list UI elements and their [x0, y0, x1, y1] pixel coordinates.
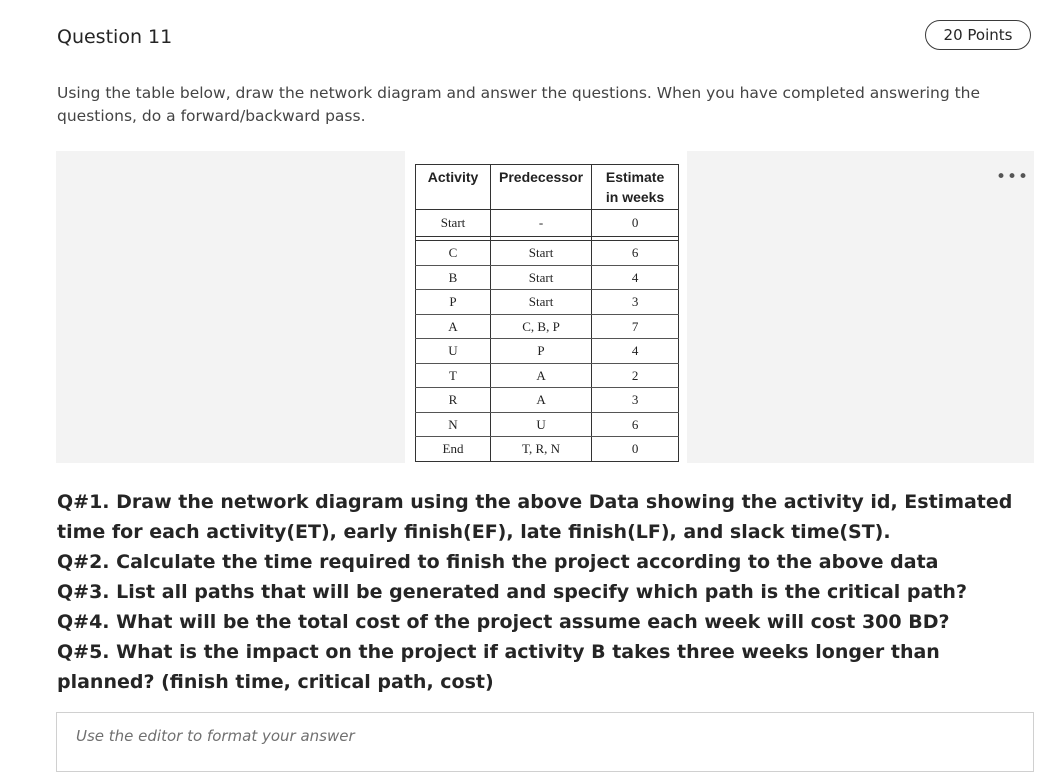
- cell-predecessor: C, B, P: [491, 314, 592, 339]
- cell-activity: T: [416, 363, 491, 388]
- header-predecessor: Predecessor: [491, 165, 592, 210]
- question-item: Q#2. Calculate the time required to finish the project according to the above data: [57, 551, 939, 573]
- table-row: [416, 290, 679, 315]
- header-estimate: Estimate in weeks: [592, 165, 679, 210]
- cell-estimate: 3: [592, 290, 679, 315]
- editor-placeholder: Use the editor to format your answer: [76, 727, 355, 745]
- cell-estimate: 7: [592, 314, 679, 339]
- cell-estimate: 6: [592, 241, 679, 266]
- cell-predecessor: A: [491, 363, 592, 388]
- cell-activity: P: [416, 290, 491, 315]
- table-row: [416, 314, 679, 339]
- cell-estimate: 6: [592, 412, 679, 437]
- cell-predecessor: A: [491, 388, 592, 413]
- questions-list: [57, 487, 1032, 697]
- table-row: [416, 339, 679, 364]
- cell-activity: R: [416, 388, 491, 413]
- question-item: Q#1. Draw the network diagram using the above Data showing the activity id, Estimated time for each activity(ET), early finish(EF), late finish(LF), and slack time(ST).: [57, 491, 1013, 543]
- table-row: [416, 388, 679, 413]
- question-item: Q#4. What will be the total cost of the project assume each week will cost 300 BD?: [57, 611, 950, 633]
- cell-estimate: 0: [592, 210, 679, 237]
- table-row: [416, 265, 679, 290]
- cell-predecessor: Start: [491, 290, 592, 315]
- table-row: [416, 241, 679, 266]
- cell-estimate: 3: [592, 388, 679, 413]
- question-title: Question 11: [57, 26, 173, 48]
- image-background-right: [687, 151, 1034, 463]
- table-row-start: [416, 210, 679, 237]
- cell-estimate: 4: [592, 265, 679, 290]
- cell-activity: N: [416, 412, 491, 437]
- cell-activity: U: [416, 339, 491, 364]
- points-badge: 20 Points: [925, 20, 1031, 50]
- cell-predecessor: U: [491, 412, 592, 437]
- cell-activity: B: [416, 265, 491, 290]
- cell-predecessor: Start: [491, 241, 592, 266]
- cell-predecessor: T, R, N: [491, 437, 592, 462]
- question-item: Q#3. List all paths that will be generated and specify which path is the critical path?: [57, 581, 967, 603]
- cell-predecessor: P: [491, 339, 592, 364]
- cell-estimate: 2: [592, 363, 679, 388]
- table-row: [416, 437, 679, 462]
- question-item: Q#5. What is the impact on the project if activity B takes three weeks longer than planned? (finish time, critical path, cost): [57, 641, 940, 693]
- cell-estimate: 4: [592, 339, 679, 364]
- cell-predecessor: -: [491, 210, 592, 237]
- cell-activity: Start: [416, 210, 491, 237]
- cell-activity: C: [416, 241, 491, 266]
- cell-estimate: 0: [592, 437, 679, 462]
- cell-predecessor: Start: [491, 265, 592, 290]
- cell-activity: End: [416, 437, 491, 462]
- answer-editor[interactable]: [56, 712, 1034, 772]
- image-background-left: [56, 151, 405, 463]
- header-activity: Activity: [416, 165, 491, 210]
- activity-table: [415, 164, 679, 462]
- cell-activity: A: [416, 314, 491, 339]
- table-row: [416, 363, 679, 388]
- table-row: [416, 412, 679, 437]
- question-prompt: Using the table below, draw the network diagram and answer the questions. When you have completed answering the questions, do a forward/backward pass.: [57, 84, 981, 125]
- more-options-icon[interactable]: •••: [996, 167, 1030, 187]
- question-image: [56, 151, 1034, 463]
